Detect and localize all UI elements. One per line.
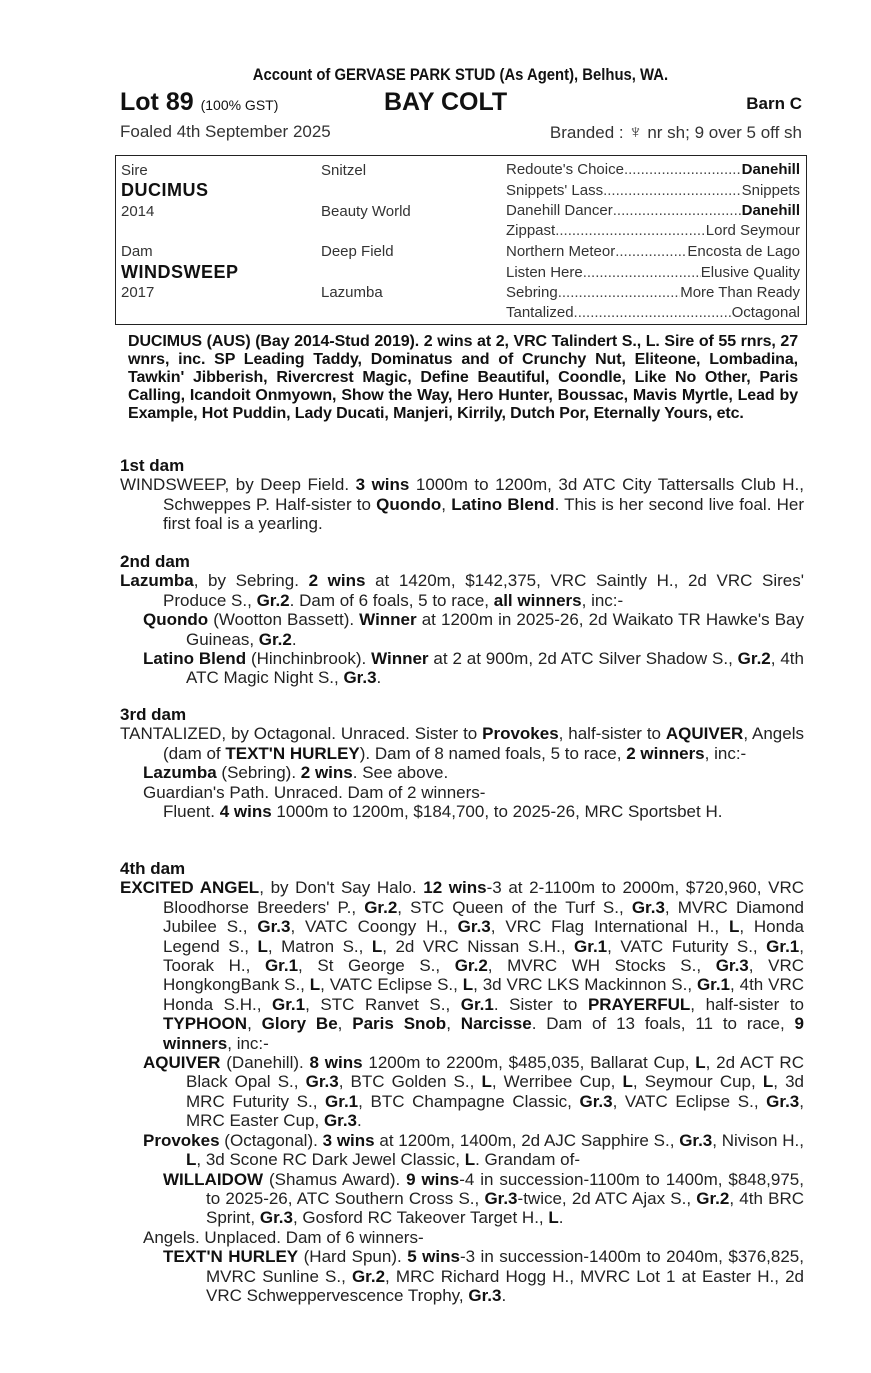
dam-entry: EXCITED ANGEL, by Don't Say Halo. 12 wins-3 at 2-1100m to 2000m, $720,960, VRC Bloodhorse Breeders' P., Gr.2, STC Queen of the Turf S., Gr.3, MVRC Diamond Jubilee S., Gr.3, VATC Coongy H., Gr.3, VRC Flag International H., L, Honda Legend S., L, Matron S., L, 2d VRC Nissan S.H., Gr.1, VATC Futurity S., Gr.1, Toorak H., Gr.1, St George S., Gr.2, MVRC WH Stocks S., Gr.3, VRC HongkongBank S., L, VATC Eclipse S., L, 3d VRC LKS Mackinnon S., Gr.1, 4th VRC Honda S.H., Gr.1, STC Ranvet S., Gr.1. Sister to PRAYERFUL, half-sister to TYPHOON, Glory Be, Paris Snob, Narcisse. Dam of 13 foals, 11 to race, 9 winners, inc:- — [120, 878, 805, 1053]
ancestor-row — [506, 202, 800, 219]
section-heading: 3rd dam — [120, 705, 187, 724]
ancestor-name: Redoute's Choice — [506, 161, 624, 178]
sire-label: Sire — [121, 162, 148, 179]
second-dam-section — [120, 552, 804, 688]
dam-name: WINDSWEEP — [121, 262, 239, 282]
ancestor-name: Tantalized — [506, 304, 574, 321]
branded-text: nr sh; 9 over 5 off sh — [647, 123, 802, 142]
progeny-entry: Latino Blend (Hinchinbrook). Winner at 2 at 900m, 2d ATC Silver Shadow S., Gr.2, 4th ATC Magic Night S., Gr.3. — [143, 649, 804, 688]
ancestor-row — [506, 304, 800, 321]
dot-leader — [613, 202, 742, 219]
dam-sire: Deep Field — [321, 243, 394, 260]
grand-progeny-entry: TEXT'N HURLEY (Hard Spun). 5 wins-3 in succession-1400m to 2040m, $376,825, MVRC Sunline S., Gr.2, MRC Richard Hogg H., MVRC Lot 1 at Easter H., 2d VRC Schweppervescence Trophy, Gr.3. — [163, 1247, 804, 1305]
section-heading: 4th dam — [120, 859, 186, 878]
lot-number: Lot 89 — [120, 88, 194, 116]
ancestor-sire: Encosta de Lago — [687, 243, 800, 260]
progeny-entry: Provokes (Octagonal). 3 wins at 1200m, 1400m, 2d AJC Sapphire S., Gr.3, Nivison H., L, 3d Scone RC Dark Jewel Classic, L. Grandam of- — [143, 1130, 804, 1170]
ancestor-row — [506, 161, 800, 178]
progeny-entry: AQUIVER (Danehill). 8 wins 1200m to 2200m, $485,035, Ballarat Cup, L, 2d ACT RC Black Opal S., Gr.3, BTC Golden S., L, Werribee Cup, L, Seymour Cup, L, 3d MRC Futurity S., Gr.1, BTC Champagne Classic, Gr.3, VATC Eclipse S., Gr.3, MRC Easter Cup, Gr.3. — [143, 1053, 804, 1131]
sire-dam: Beauty World — [321, 203, 411, 220]
ancestor-row — [506, 182, 800, 199]
sire-summary: DUCIMUS (AUS) (Bay 2014-Stud 2019). 2 wins at 2, VRC Talindert S., L. Sire of 55 rnrs, 27 wnrs, inc. SP Leading Taddy, Dominatus and of Crunchy Nut, Eliteone, Lombadina, Tawkin' Jibberish, Rivercrest Magic, Define Beautiful, Coondle, Like No Other, Paris Calling, Icandoit Onmyown, Show the Way, Hero Hunter, Boussac, Mavis Myrtle, Lead by Example, Hot Puddin, Lady Ducati, Manjeri, Kirrily, Dutch Por, Eternally Yours, etc. — [128, 333, 798, 422]
lot-number-block — [120, 88, 278, 117]
gst-note: (100% GST) — [200, 97, 279, 113]
ancestor-row — [506, 222, 800, 239]
dot-leader — [615, 243, 687, 260]
ancestor-sire: Danehill — [741, 161, 800, 178]
sire-name: DUCIMUS — [121, 180, 209, 200]
pedigree-table — [115, 155, 807, 325]
dam-entry: WINDSWEEP, by Deep Field. 3 wins 1000m to 1200m, 3d ATC City Tattersalls Club H., Schweppes P. Half-sister to Quondo, Latino Blend. This is her second live foal. Her first foal is a yearling. — [120, 475, 804, 534]
brand-info — [550, 122, 802, 144]
progeny-entry: Angels. Unplaced. Dam of 6 winners- — [143, 1227, 424, 1247]
first-dam-section — [120, 456, 804, 534]
ancestor-row — [506, 243, 800, 260]
ancestor-name: Sebring — [506, 284, 558, 301]
ancestor-name: Listen Here — [506, 264, 583, 281]
dam-entry: Lazumba, by Sebring. 2 wins at 1420m, $142,375, VRC Saintly H., 2d VRC Sires' Produce S., Gr.2. Dam of 6 foals, 5 to race, all winners, inc:- — [120, 571, 804, 610]
progeny-entry: Guardian's Path. Unraced. Dam of 2 winners- — [143, 782, 486, 802]
ancestor-sire: More Than Ready — [680, 284, 800, 301]
dot-leader — [555, 222, 706, 239]
lot-header — [120, 88, 802, 120]
brand-symbol-icon: ♆ — [628, 122, 643, 143]
progeny-entry: Lazumba (Sebring). 2 wins. See above. — [143, 763, 449, 783]
ancestor-name: Danehill Dancer — [506, 202, 613, 219]
ancestor-sire: Octagonal — [731, 304, 800, 321]
sire-sire: Snitzel — [321, 162, 367, 179]
vendor-account: Account of GERVASE PARK STUD (As Agent), Belhus, WA. — [252, 66, 669, 84]
foaling-brand-line — [120, 122, 802, 146]
section-heading: 1st dam — [120, 456, 185, 475]
sire-year: 2014 — [121, 203, 155, 220]
progeny-entry: Quondo (Wootton Bassett). Winner at 1200m in 2025-26, 2d Waikato TR Hawke's Bay Guineas, Gr.2. — [143, 610, 804, 649]
ancestor-sire: Danehill — [741, 202, 800, 219]
dot-leader — [603, 182, 742, 199]
branded-label: Branded : — [549, 123, 624, 142]
dot-leader — [574, 304, 732, 321]
dot-leader — [583, 264, 701, 281]
ancestor-sire: Elusive Quality — [700, 264, 800, 281]
ancestor-name: Northern Meteor — [506, 243, 616, 260]
grand-progeny-entry: WILLAIDOW (Shamus Award). 9 wins-4 in succession-1100m to 1400m, $848,975, to 2025-26, ATC Southern Cross S., Gr.3-twice, 2d ATC Ajax S., Gr.2, 4th BRC Sprint, Gr.3, Gosford RC Takeover Target H., L. — [163, 1169, 804, 1228]
third-dam-section — [120, 705, 804, 821]
dam-dam: Lazumba — [321, 284, 383, 301]
ancestor-name: Zippast — [506, 222, 556, 239]
fourth-dam-section — [120, 859, 804, 1305]
ancestor-name: Snippets' Lass — [506, 182, 604, 199]
dam-year: 2017 — [121, 284, 155, 301]
dam-label: Dam — [121, 243, 153, 260]
foaled-date: Foaled 4th September 2025 — [120, 122, 331, 141]
section-heading: 2nd dam — [120, 552, 190, 571]
barn-location: Barn C — [746, 94, 802, 113]
grand-progeny-entry: Fluent. 4 wins 1000m to 1200m, $184,700, to 2025-26, MRC Sportsbet H. — [163, 802, 723, 822]
dot-leader — [624, 161, 742, 178]
dam-entry: TANTALIZED, by Octagonal. Unraced. Sister to Provokes, half-sister to AQUIVER, Angels (dam of TEXT'N HURLEY). Dam of 8 named foals, 5 to race, 2 winners, inc:- — [120, 724, 804, 763]
dot-leader — [558, 284, 681, 301]
horse-description: BAY COLT — [384, 88, 508, 116]
ancestor-row — [506, 284, 800, 301]
ancestor-row — [506, 264, 800, 281]
ancestor-sire: Lord Seymour — [705, 222, 800, 239]
ancestor-sire: Snippets — [741, 182, 800, 199]
